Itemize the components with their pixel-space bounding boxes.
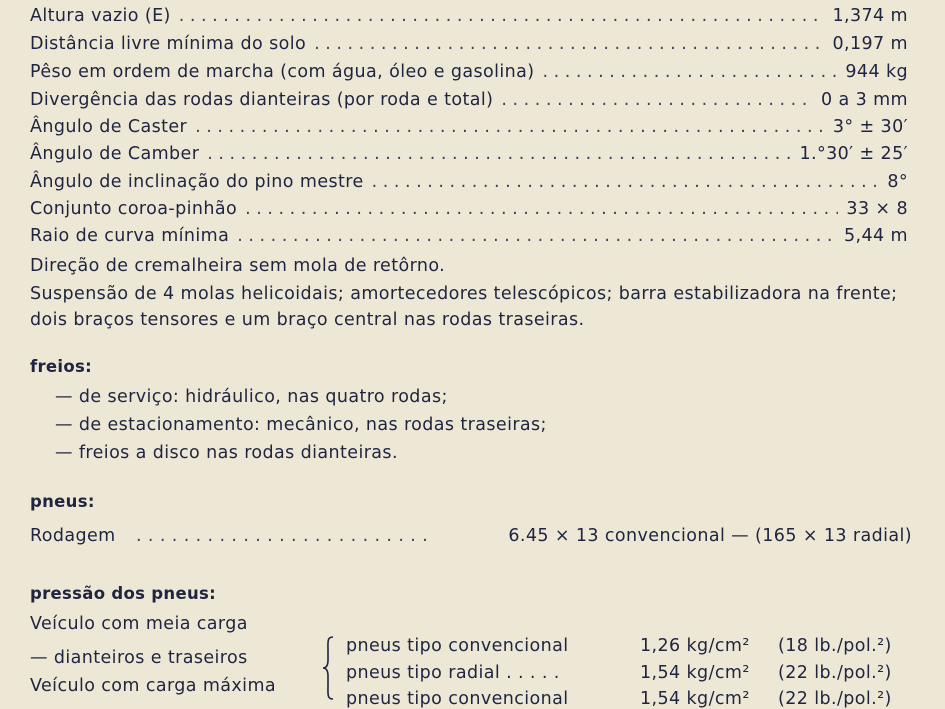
pressure-left-line: Veículo com carga máxima: [30, 676, 277, 696]
tyre-value: 6.45 × 13 convencional — (165 × 13 radial): [508, 526, 912, 546]
spec-row: [30, 144, 908, 170]
suspension-text: Suspensão de 4 molas helicoidais; amortecedores telescópicos; barra estabilizadora na frente; dois braços tensores e um braço central nas rodas traseiras.: [30, 284, 898, 330]
spec-value: 944 kg: [845, 62, 908, 82]
dot-leader: [195, 117, 825, 137]
spec-label: Conjunto coroa-pinhão: [30, 199, 238, 219]
dot-leader: [179, 6, 825, 26]
pressure-tyre-type: pneus tipo radial . . . . .: [346, 663, 560, 683]
spec-label: Ângulo de Caster: [30, 117, 188, 137]
tyres-heading: pneus:: [30, 492, 95, 511]
pressure-kg: 1,26 kg/cm²: [640, 636, 750, 656]
dot-leader: [207, 144, 791, 164]
pressure-heading: pressão dos pneus:: [30, 584, 217, 603]
dot-leader: [372, 172, 880, 192]
left-brace-icon: [322, 636, 334, 700]
spec-row: [30, 90, 908, 116]
brakes-item: — de serviço: hidráulico, nas quatro rodas;: [55, 387, 448, 407]
spec-row: [30, 6, 908, 32]
spec-value: 0 a 3 mm: [821, 90, 908, 110]
spec-label: Divergência das rodas dianteiras (por roda e total): [30, 90, 494, 110]
dot-leader: [314, 34, 824, 54]
spec-value: 1,374 m: [832, 6, 908, 26]
spec-value: 1.°30′ ± 25′: [799, 144, 908, 164]
spec-value: 5,44 m: [844, 226, 908, 246]
pressure-lb: (22 lb./pol.²): [778, 689, 892, 709]
spec-row: [30, 172, 908, 198]
spec-label: Pêso em ordem de marcha (com água, óleo e gasolina): [30, 62, 535, 82]
spec-row: [30, 34, 908, 60]
spec-value: 3° ± 30′: [832, 117, 908, 137]
pressure-left-line: — dianteiros e traseiros: [30, 648, 248, 668]
pressure-kg: 1,54 kg/cm²: [640, 689, 750, 709]
pressure-left-line: Veículo com meia carga: [30, 614, 248, 634]
spec-label: Raio de curva mínima: [30, 226, 230, 246]
direction-text: Direção de cremalheira sem mola de retôrno.: [30, 256, 446, 276]
dot-leader: [136, 526, 436, 546]
spec-row: [30, 199, 908, 225]
pressure-lb: (18 lb./pol.²): [778, 636, 892, 656]
pressure-lb: (22 lb./pol.²): [778, 663, 892, 683]
spec-value: 8°: [887, 172, 908, 192]
tyre-label: Rodagem: [30, 526, 116, 546]
spec-label: Distância livre mínima do solo: [30, 34, 307, 54]
spec-row: [30, 62, 908, 88]
spec-row: [30, 117, 908, 143]
dot-leader: [245, 199, 838, 219]
pressure-tyre-type: pneus tipo convencional: [346, 636, 569, 656]
spec-label: Ângulo de Camber: [30, 144, 200, 164]
dot-leader: [237, 226, 836, 246]
brakes-item: — de estacionamento: mecânico, nas rodas traseiras;: [55, 415, 547, 435]
brakes-heading: freios:: [30, 357, 93, 376]
spec-value: 33 × 8: [846, 199, 908, 219]
brakes-item: — freios a disco nas rodas dianteiras.: [55, 443, 398, 463]
pressure-tyre-type: pneus tipo convencional: [346, 689, 569, 709]
tyre-row: [30, 526, 912, 552]
spec-label: Altura vazio (E): [30, 6, 171, 26]
spec-row: [30, 226, 908, 252]
dot-leader: [501, 90, 813, 110]
dot-leader: [542, 62, 837, 82]
pressure-kg: 1,54 kg/cm²: [640, 663, 750, 683]
spec-value: 0,197 m: [832, 34, 908, 54]
spec-label: Ângulo de inclinação do pino mestre: [30, 172, 364, 192]
